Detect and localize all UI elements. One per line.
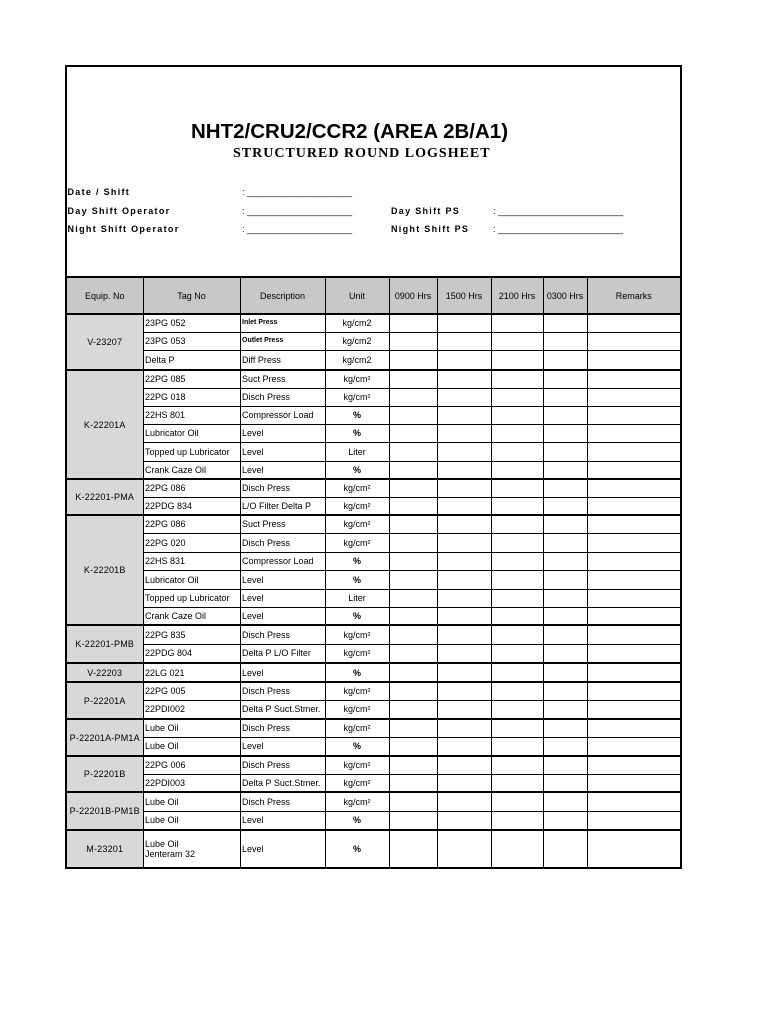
reading-1500-cell bbox=[437, 644, 491, 663]
reading-2100-cell bbox=[491, 737, 543, 756]
remarks-cell bbox=[587, 533, 680, 552]
tag-no-cell: 22PG 005 bbox=[143, 682, 240, 700]
tag-no-cell: 23PG 052 bbox=[143, 314, 240, 332]
column-header-0300-hrs: 0300 Hrs bbox=[543, 277, 587, 314]
reading-0300-cell bbox=[543, 607, 587, 625]
unit-cell: kg/cm² bbox=[325, 370, 389, 388]
reading-0900-cell bbox=[389, 370, 437, 388]
unit-cell: kg/cm² bbox=[325, 515, 389, 533]
description-cell: Delta P Suct.Stmer. bbox=[240, 700, 325, 719]
reading-1500-cell bbox=[437, 314, 491, 332]
reading-0300-cell bbox=[543, 700, 587, 719]
reading-1500-cell bbox=[437, 774, 491, 792]
reading-1500-cell bbox=[437, 625, 491, 644]
logsheet-table bbox=[67, 276, 680, 867]
table-row bbox=[67, 552, 680, 570]
remarks-cell bbox=[587, 370, 680, 388]
unit-cell: kg/cm² bbox=[325, 700, 389, 719]
reading-0900-cell bbox=[389, 792, 437, 811]
page-title: NHT2/CRU2/CCR2 (AREA 2B/A1) bbox=[191, 120, 509, 143]
reading-0900-cell bbox=[389, 515, 437, 533]
remarks-cell bbox=[587, 332, 680, 350]
reading-0900-cell bbox=[389, 533, 437, 552]
night-shift-ps-blank: : _________________________ bbox=[493, 223, 624, 234]
table-row bbox=[67, 479, 680, 497]
tag-no-cell: Lubricator Oil bbox=[143, 424, 240, 442]
reading-2100-cell bbox=[491, 424, 543, 442]
reading-0300-cell bbox=[543, 479, 587, 497]
day-shift-ps-label: Day Shift PS bbox=[391, 205, 461, 216]
reading-2100-cell bbox=[491, 663, 543, 682]
reading-0300-cell bbox=[543, 570, 587, 589]
description-cell: Suct Press bbox=[240, 515, 325, 533]
reading-0900-cell bbox=[389, 461, 437, 479]
equipment-no-cell: K-22201-PMA bbox=[67, 479, 143, 515]
unit-cell: % bbox=[325, 737, 389, 756]
equipment-no-cell: K-22201B bbox=[67, 515, 143, 625]
night-shift-operator-label: Night Shift Operator bbox=[67, 223, 180, 234]
description-cell: Inlet Press bbox=[240, 314, 325, 332]
reading-0900-cell bbox=[389, 552, 437, 570]
reading-1500-cell bbox=[437, 332, 491, 350]
description-cell: Disch Press bbox=[240, 625, 325, 644]
tag-no-cell: 22HS 801 bbox=[143, 406, 240, 424]
equipment-no-cell: K-22201-PMB bbox=[67, 625, 143, 663]
tag-no-cell: Crank Caze Oil bbox=[143, 461, 240, 479]
column-header-unit: Unit bbox=[325, 277, 389, 314]
reading-1500-cell bbox=[437, 350, 491, 370]
remarks-cell bbox=[587, 388, 680, 406]
reading-1500-cell bbox=[437, 830, 491, 867]
reading-1500-cell bbox=[437, 424, 491, 442]
reading-0900-cell bbox=[389, 756, 437, 774]
reading-2100-cell bbox=[491, 350, 543, 370]
date-shift-label: Date / Shift bbox=[67, 186, 131, 197]
remarks-cell bbox=[587, 479, 680, 497]
reading-1500-cell bbox=[437, 406, 491, 424]
description-cell: Disch Press bbox=[240, 792, 325, 811]
reading-0300-cell bbox=[543, 388, 587, 406]
unit-cell: kg/cm² bbox=[325, 497, 389, 515]
reading-2100-cell bbox=[491, 682, 543, 700]
equipment-no-cell: M-23201 bbox=[67, 830, 143, 867]
tag-no-cell: 22PDG 804 bbox=[143, 644, 240, 663]
tag-no-cell: 22LG 021 bbox=[143, 663, 240, 682]
table-row bbox=[67, 774, 680, 792]
reading-2100-cell bbox=[491, 479, 543, 497]
table-row bbox=[67, 570, 680, 589]
reading-0300-cell bbox=[543, 830, 587, 867]
tag-no-cell: 22PG 085 bbox=[143, 370, 240, 388]
description-cell: Suct Press bbox=[240, 370, 325, 388]
table-row bbox=[67, 461, 680, 479]
logsheet-frame bbox=[65, 65, 682, 869]
remarks-cell bbox=[587, 719, 680, 737]
remarks-cell bbox=[587, 625, 680, 644]
reading-1500-cell bbox=[437, 370, 491, 388]
unit-cell: kg/cm² bbox=[325, 682, 389, 700]
tag-no-cell: Crank Caze Oil bbox=[143, 607, 240, 625]
description-cell: Level bbox=[240, 589, 325, 607]
reading-0300-cell bbox=[543, 737, 587, 756]
reading-0300-cell bbox=[543, 644, 587, 663]
unit-cell: kg/cm² bbox=[325, 756, 389, 774]
reading-1500-cell bbox=[437, 442, 491, 461]
reading-2100-cell bbox=[491, 370, 543, 388]
reading-2100-cell bbox=[491, 811, 543, 830]
unit-cell: kg/cm² bbox=[325, 479, 389, 497]
description-cell: Compressor Load bbox=[240, 406, 325, 424]
reading-1500-cell bbox=[437, 719, 491, 737]
table-row bbox=[67, 792, 680, 811]
reading-0900-cell bbox=[389, 607, 437, 625]
table-row bbox=[67, 406, 680, 424]
remarks-cell bbox=[587, 830, 680, 867]
table-row bbox=[67, 589, 680, 607]
reading-2100-cell bbox=[491, 700, 543, 719]
remarks-cell bbox=[587, 461, 680, 479]
remarks-cell bbox=[587, 406, 680, 424]
remarks-cell bbox=[587, 350, 680, 370]
reading-1500-cell bbox=[437, 533, 491, 552]
reading-0300-cell bbox=[543, 625, 587, 644]
description-cell: Level bbox=[240, 424, 325, 442]
reading-1500-cell bbox=[437, 388, 491, 406]
night-shift-ps-label: Night Shift PS bbox=[391, 223, 470, 234]
table-row bbox=[67, 388, 680, 406]
reading-0900-cell bbox=[389, 830, 437, 867]
reading-0900-cell bbox=[389, 442, 437, 461]
tag-no-cell: Lube Oil Jenteram 32 bbox=[143, 830, 240, 867]
reading-0900-cell bbox=[389, 774, 437, 792]
description-cell: Disch Press bbox=[240, 533, 325, 552]
description-cell: Diff Press bbox=[240, 350, 325, 370]
column-header-0900-hrs: 0900 Hrs bbox=[389, 277, 437, 314]
remarks-cell bbox=[587, 682, 680, 700]
description-cell: Delta P L/O Filter bbox=[240, 644, 325, 663]
unit-cell: % bbox=[325, 406, 389, 424]
remarks-cell bbox=[587, 737, 680, 756]
tag-no-cell: 23PG 053 bbox=[143, 332, 240, 350]
remarks-cell bbox=[587, 644, 680, 663]
remarks-cell bbox=[587, 552, 680, 570]
remarks-cell bbox=[587, 700, 680, 719]
table-row bbox=[67, 663, 680, 682]
description-cell: Disch Press bbox=[240, 682, 325, 700]
equipment-no-cell: P-22201B-PM1B bbox=[67, 792, 143, 830]
tag-no-cell: 22PG 006 bbox=[143, 756, 240, 774]
remarks-cell bbox=[587, 424, 680, 442]
reading-0900-cell bbox=[389, 663, 437, 682]
table-row bbox=[67, 442, 680, 461]
tag-no-cell: 22PG 086 bbox=[143, 515, 240, 533]
column-header-tag-no: Tag No bbox=[143, 277, 240, 314]
reading-0300-cell bbox=[543, 497, 587, 515]
tag-no-cell: 22PDI002 bbox=[143, 700, 240, 719]
reading-2100-cell bbox=[491, 644, 543, 663]
reading-2100-cell bbox=[491, 625, 543, 644]
description-cell: Level bbox=[240, 830, 325, 867]
tag-no-cell: 22PDG 834 bbox=[143, 497, 240, 515]
table-row bbox=[67, 811, 680, 830]
tag-no-cell: Lube Oil bbox=[143, 719, 240, 737]
description-cell: Level bbox=[240, 607, 325, 625]
remarks-cell bbox=[587, 497, 680, 515]
tag-no-cell: 22PG 086 bbox=[143, 479, 240, 497]
unit-cell: % bbox=[325, 663, 389, 682]
reading-0900-cell bbox=[389, 388, 437, 406]
reading-2100-cell bbox=[491, 607, 543, 625]
table-row bbox=[67, 830, 680, 867]
reading-0900-cell bbox=[389, 811, 437, 830]
tag-no-cell: 22PDI003 bbox=[143, 774, 240, 792]
reading-2100-cell bbox=[491, 570, 543, 589]
equipment-no-cell: V-22203 bbox=[67, 663, 143, 682]
reading-1500-cell bbox=[437, 479, 491, 497]
table-header-row bbox=[67, 277, 680, 314]
remarks-cell bbox=[587, 442, 680, 461]
reading-1500-cell bbox=[437, 552, 491, 570]
table-row bbox=[67, 756, 680, 774]
reading-2100-cell bbox=[491, 830, 543, 867]
remarks-cell bbox=[587, 607, 680, 625]
tag-no-cell: Topped up Lubricator bbox=[143, 589, 240, 607]
equipment-no-cell: V-23207 bbox=[67, 314, 143, 370]
description-cell: Disch Press bbox=[240, 756, 325, 774]
day-shift-operator-blank: : _____________________ bbox=[242, 205, 353, 216]
reading-2100-cell bbox=[491, 406, 543, 424]
reading-1500-cell bbox=[437, 663, 491, 682]
logsheet-header bbox=[67, 67, 680, 276]
remarks-cell bbox=[587, 515, 680, 533]
reading-1500-cell bbox=[437, 737, 491, 756]
description-cell: Level bbox=[240, 737, 325, 756]
reading-2100-cell bbox=[491, 589, 543, 607]
unit-cell: % bbox=[325, 830, 389, 867]
reading-0900-cell bbox=[389, 644, 437, 663]
reading-0900-cell bbox=[389, 719, 437, 737]
remarks-cell bbox=[587, 811, 680, 830]
reading-0900-cell bbox=[389, 332, 437, 350]
reading-2100-cell bbox=[491, 461, 543, 479]
description-cell: Delta P Suct.Stmer. bbox=[240, 774, 325, 792]
reading-0300-cell bbox=[543, 424, 587, 442]
reading-0300-cell bbox=[543, 663, 587, 682]
unit-cell: % bbox=[325, 461, 389, 479]
description-cell: L/O Filter Delta P bbox=[240, 497, 325, 515]
reading-0900-cell bbox=[389, 570, 437, 589]
reading-0300-cell bbox=[543, 589, 587, 607]
reading-2100-cell bbox=[491, 719, 543, 737]
equipment-no-cell: K-22201A bbox=[67, 370, 143, 479]
reading-2100-cell bbox=[491, 497, 543, 515]
unit-cell: % bbox=[325, 552, 389, 570]
reading-0300-cell bbox=[543, 461, 587, 479]
reading-0900-cell bbox=[389, 350, 437, 370]
tag-no-cell: Lubricator Oil bbox=[143, 570, 240, 589]
reading-2100-cell bbox=[491, 332, 543, 350]
tag-no-cell: Delta P bbox=[143, 350, 240, 370]
table-row bbox=[67, 682, 680, 700]
table-row bbox=[67, 737, 680, 756]
date-shift-blank: : _____________________ bbox=[242, 186, 353, 197]
unit-cell: kg/cm2 bbox=[325, 350, 389, 370]
reading-1500-cell bbox=[437, 811, 491, 830]
reading-0900-cell bbox=[389, 424, 437, 442]
reading-0300-cell bbox=[543, 682, 587, 700]
table-row bbox=[67, 533, 680, 552]
reading-0900-cell bbox=[389, 479, 437, 497]
reading-0300-cell bbox=[543, 792, 587, 811]
description-cell: Level bbox=[240, 442, 325, 461]
unit-cell: Liter bbox=[325, 589, 389, 607]
day-shift-ps-blank: : _________________________ bbox=[493, 205, 624, 216]
remarks-cell bbox=[587, 756, 680, 774]
unit-cell: % bbox=[325, 570, 389, 589]
reading-2100-cell bbox=[491, 552, 543, 570]
unit-cell: % bbox=[325, 607, 389, 625]
reading-0300-cell bbox=[543, 533, 587, 552]
description-cell: Level bbox=[240, 663, 325, 682]
reading-0300-cell bbox=[543, 774, 587, 792]
night-shift-operator-blank: : _____________________ bbox=[242, 223, 353, 234]
reading-0300-cell bbox=[543, 370, 587, 388]
reading-0300-cell bbox=[543, 756, 587, 774]
reading-0300-cell bbox=[543, 314, 587, 332]
reading-1500-cell bbox=[437, 792, 491, 811]
table-row bbox=[67, 625, 680, 644]
table-row bbox=[67, 350, 680, 370]
reading-2100-cell bbox=[491, 442, 543, 461]
reading-1500-cell bbox=[437, 607, 491, 625]
tag-no-cell: 22HS 831 bbox=[143, 552, 240, 570]
description-cell: Level bbox=[240, 461, 325, 479]
description-cell: Level bbox=[240, 811, 325, 830]
reading-0300-cell bbox=[543, 515, 587, 533]
reading-0300-cell bbox=[543, 719, 587, 737]
column-header-equip-no: Equip. No bbox=[67, 277, 143, 314]
reading-0300-cell bbox=[543, 442, 587, 461]
unit-cell: % bbox=[325, 811, 389, 830]
reading-0300-cell bbox=[543, 406, 587, 424]
reading-0900-cell bbox=[389, 406, 437, 424]
unit-cell: kg/cm² bbox=[325, 644, 389, 663]
reading-2100-cell bbox=[491, 533, 543, 552]
column-header-1500-hrs: 1500 Hrs bbox=[437, 277, 491, 314]
remarks-cell bbox=[587, 792, 680, 811]
reading-1500-cell bbox=[437, 461, 491, 479]
reading-1500-cell bbox=[437, 682, 491, 700]
tag-no-cell: Topped up Lubricator bbox=[143, 442, 240, 461]
tag-no-cell: Lube Oil bbox=[143, 792, 240, 811]
description-cell: Outlet Press bbox=[240, 332, 325, 350]
reading-0900-cell bbox=[389, 625, 437, 644]
description-cell: Disch Press bbox=[240, 388, 325, 406]
table-row bbox=[67, 497, 680, 515]
remarks-cell bbox=[587, 774, 680, 792]
table-row bbox=[67, 719, 680, 737]
reading-0900-cell bbox=[389, 589, 437, 607]
unit-cell: kg/cm² bbox=[325, 533, 389, 552]
reading-1500-cell bbox=[437, 570, 491, 589]
remarks-cell bbox=[587, 589, 680, 607]
column-header-description: Description bbox=[240, 277, 325, 314]
reading-2100-cell bbox=[491, 774, 543, 792]
table-row bbox=[67, 515, 680, 533]
reading-1500-cell bbox=[437, 700, 491, 719]
table-row bbox=[67, 370, 680, 388]
unit-cell: % bbox=[325, 424, 389, 442]
unit-cell: kg/cm² bbox=[325, 719, 389, 737]
column-header-remarks: Remarks bbox=[587, 277, 680, 314]
table-row bbox=[67, 644, 680, 663]
reading-1500-cell bbox=[437, 497, 491, 515]
reading-2100-cell bbox=[491, 792, 543, 811]
reading-0900-cell bbox=[389, 314, 437, 332]
equipment-no-cell: P-22201A bbox=[67, 682, 143, 719]
reading-2100-cell bbox=[491, 314, 543, 332]
unit-cell: kg/cm² bbox=[325, 388, 389, 406]
description-cell: Compressor Load bbox=[240, 552, 325, 570]
reading-1500-cell bbox=[437, 515, 491, 533]
table-row bbox=[67, 607, 680, 625]
table-row bbox=[67, 314, 680, 332]
unit-cell: kg/cm² bbox=[325, 625, 389, 644]
table-row bbox=[67, 424, 680, 442]
table-row bbox=[67, 700, 680, 719]
reading-0300-cell bbox=[543, 332, 587, 350]
description-cell: Disch Press bbox=[240, 719, 325, 737]
equipment-no-cell: P-22201B bbox=[67, 756, 143, 792]
unit-cell: kg/cm2 bbox=[325, 314, 389, 332]
reading-2100-cell bbox=[491, 515, 543, 533]
tag-no-cell: 22PG 835 bbox=[143, 625, 240, 644]
remarks-cell bbox=[587, 663, 680, 682]
unit-cell: kg/cm² bbox=[325, 774, 389, 792]
tag-no-cell: 22PG 020 bbox=[143, 533, 240, 552]
reading-0300-cell bbox=[543, 811, 587, 830]
equipment-no-cell: P-22201A-PM1A bbox=[67, 719, 143, 756]
remarks-cell bbox=[587, 570, 680, 589]
page-subtitle: STRUCTURED ROUND LOGSHEET bbox=[233, 146, 491, 161]
table-row bbox=[67, 332, 680, 350]
table-header bbox=[67, 277, 680, 314]
reading-1500-cell bbox=[437, 589, 491, 607]
unit-cell: kg/cm² bbox=[325, 792, 389, 811]
unit-cell: Liter bbox=[325, 442, 389, 461]
tag-no-cell: Lube Oil bbox=[143, 811, 240, 830]
reading-1500-cell bbox=[437, 756, 491, 774]
table-body bbox=[67, 314, 680, 867]
reading-0900-cell bbox=[389, 700, 437, 719]
unit-cell: kg/cm2 bbox=[325, 332, 389, 350]
column-header-2100-hrs: 2100 Hrs bbox=[491, 277, 543, 314]
reading-2100-cell bbox=[491, 388, 543, 406]
reading-2100-cell bbox=[491, 756, 543, 774]
tag-no-cell: Lube Oil bbox=[143, 737, 240, 756]
remarks-cell bbox=[587, 314, 680, 332]
reading-0900-cell bbox=[389, 682, 437, 700]
reading-0900-cell bbox=[389, 737, 437, 756]
reading-0300-cell bbox=[543, 552, 587, 570]
reading-0300-cell bbox=[543, 350, 587, 370]
day-shift-operator-label: Day Shift Operator bbox=[67, 205, 171, 216]
description-cell: Disch Press bbox=[240, 479, 325, 497]
description-cell: Level bbox=[240, 570, 325, 589]
tag-no-cell: 22PG 018 bbox=[143, 388, 240, 406]
reading-0900-cell bbox=[389, 497, 437, 515]
